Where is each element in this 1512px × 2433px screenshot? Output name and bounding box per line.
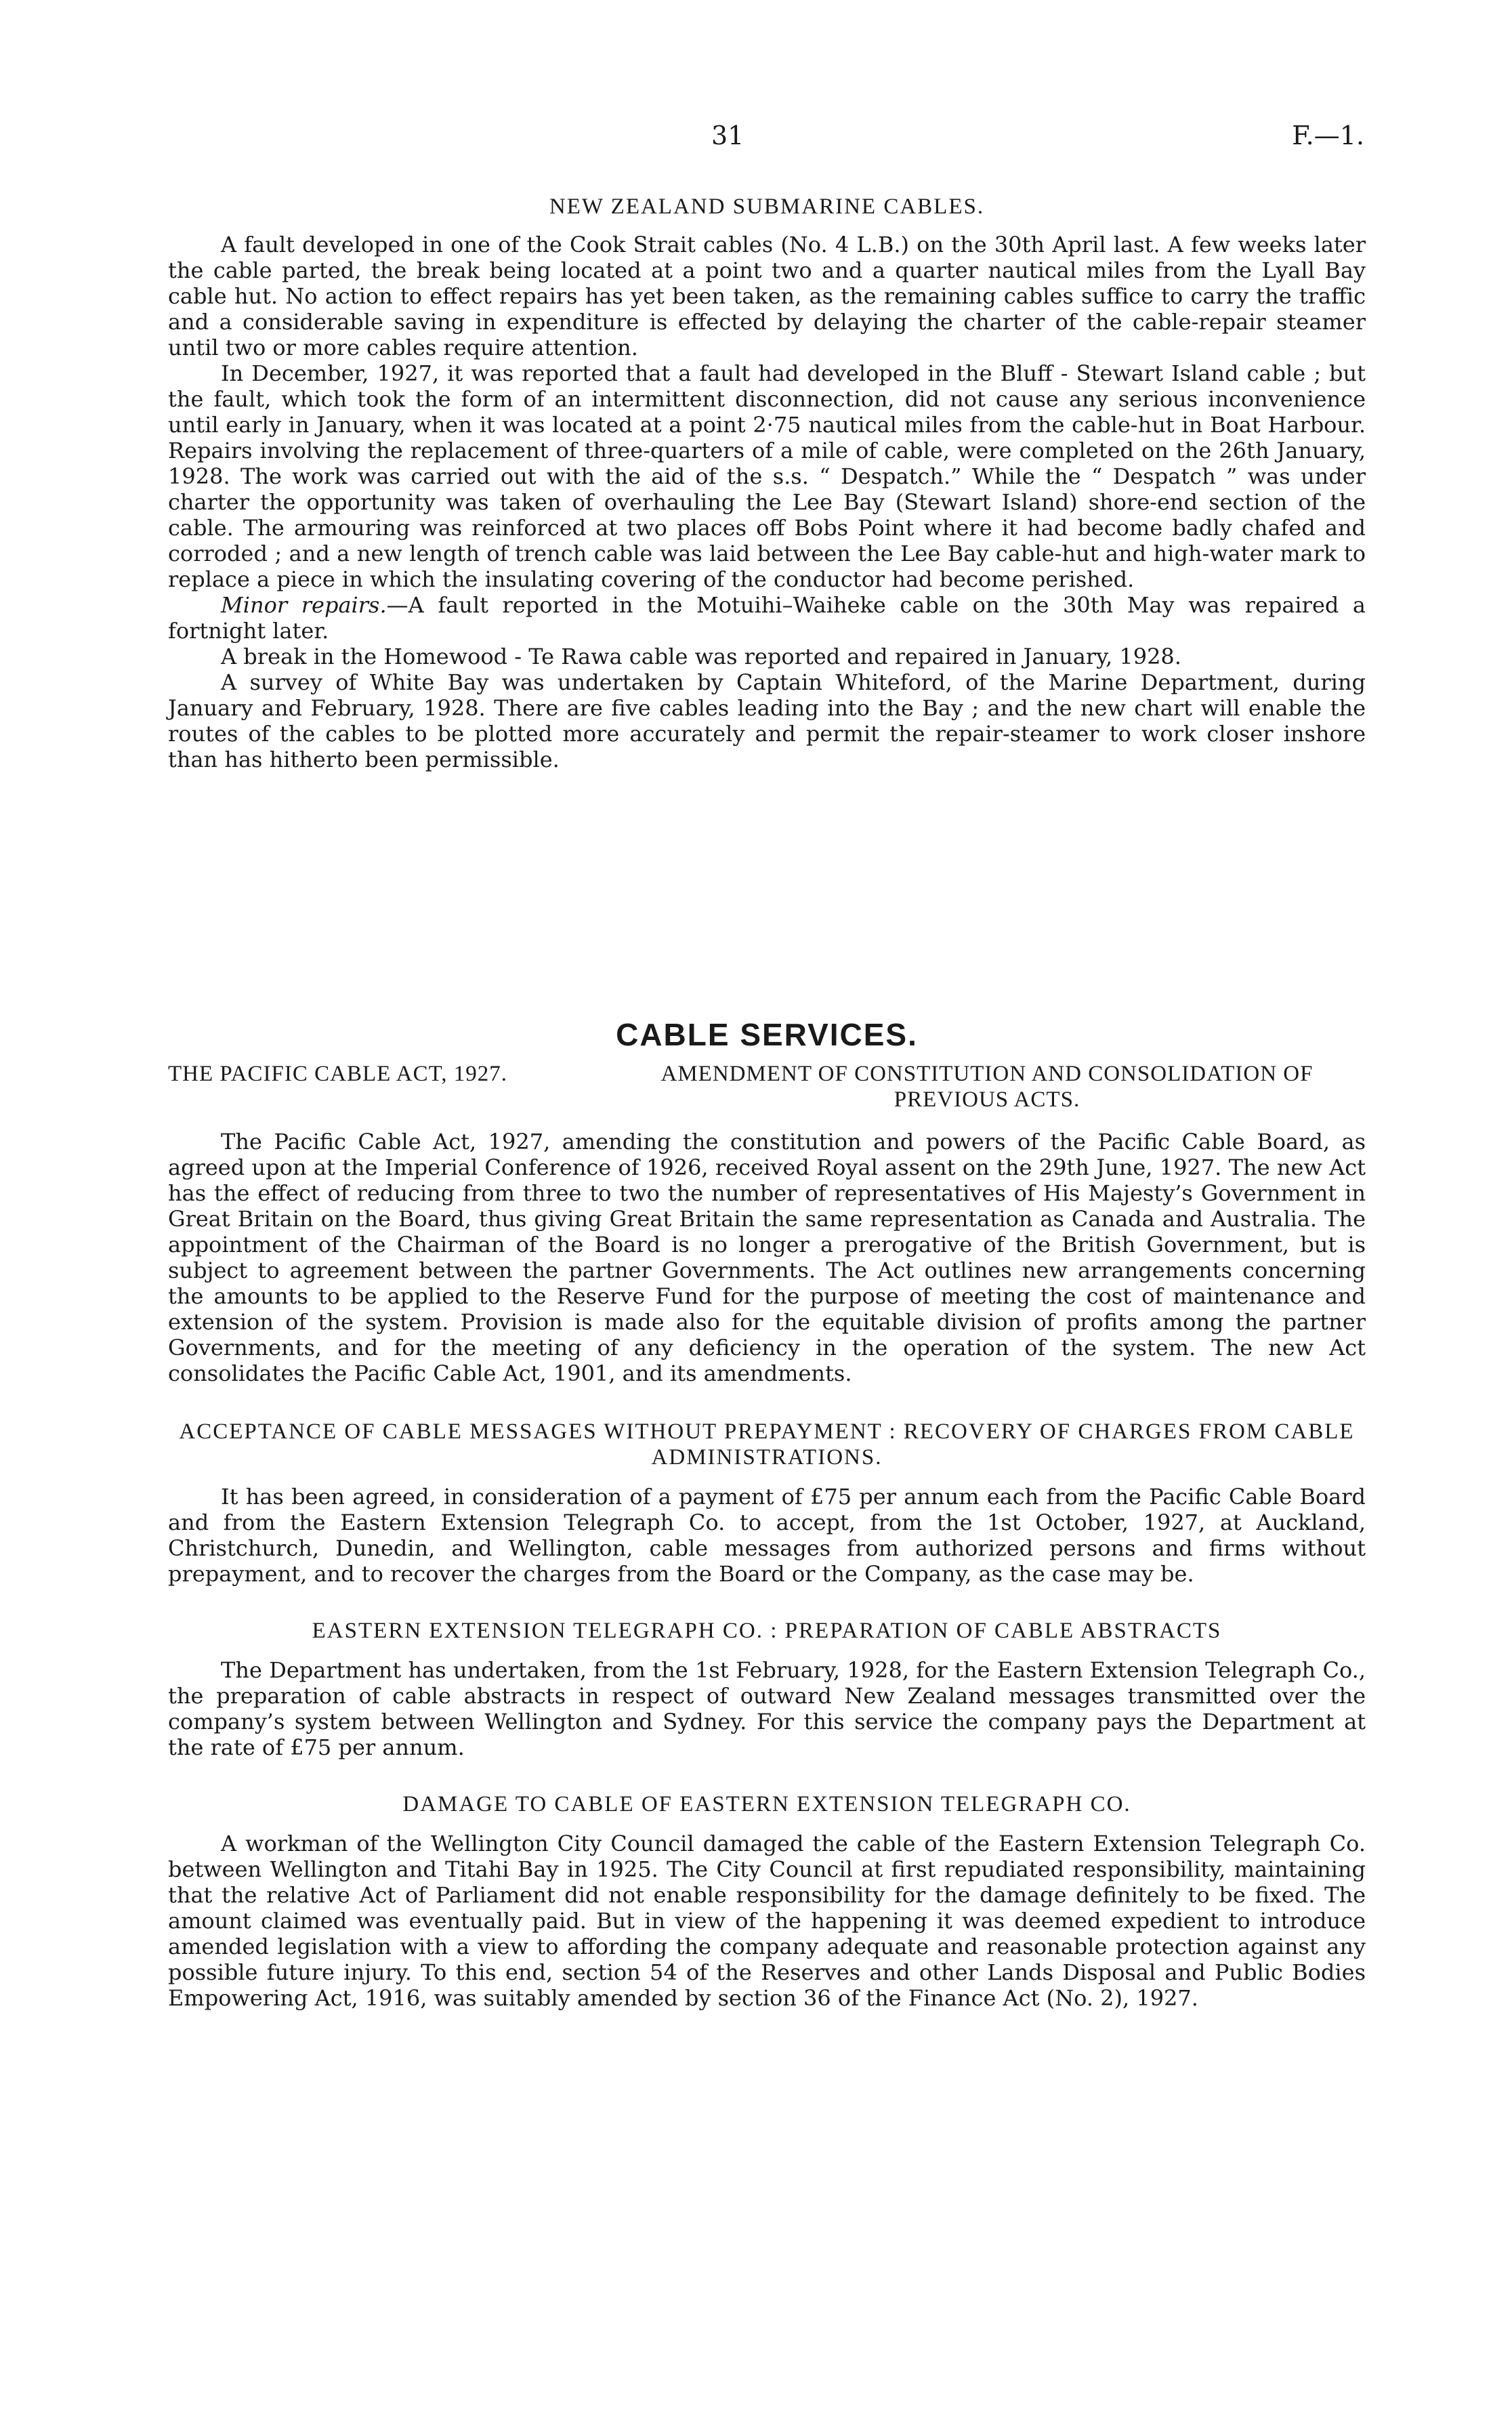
page-number: 31 [711,121,744,150]
submarine-paragraph-4: A survey of White Bay was undertaken by Captain Whiteford, of the Marine Department, during January and February, 1928. There are five cables leading into the Bay ; and the new chart will enable the routes of the cables to be plotted more accurately and permit the repair-steamer to work closer inshore than has hitherto been permissible. [168,669,1366,772]
pacific-act-heading [168,1061,1366,1112]
minor-repairs-paragraph [168,592,1366,644]
eastern-paragraph: The Department has undertaken, from the 1st February, 1928, for the Eastern Extension Telegraph Co., the preparation of cable abstracts in respect of outward New Zealand messages transmitted over the company’s system between Wellington and Sydney. For this service the company pays the Department at the rate of £75 per annum. [168,1657,1366,1760]
page-reference: F.—1. [1292,121,1364,150]
submarine-paragraph-1: A fault developed in one of the Cook Strait cables (No. 4 L.B.) on the 30th April last. A few weeks later the cable parted, the break being located at a point two and a quarter nautical miles from the Lyall Bay cable hut. No action to effect repairs has yet been taken, as the remaining cables suffice to carry the traffic and a considerable saving in expenditure is effected by delaying the charter of the cable-repair steamer until two or more cables require attention. [168,232,1366,360]
cable-services-heading: CABLE SERVICES. [616,1017,918,1052]
acceptance-heading: ACCEPTANCE OF CABLE MESSAGES WITHOUT PREPAYMENT : RECOVERY OF CHARGES FROM CABLE ADMINISTRATIONS. [179,1419,1355,1470]
acceptance-paragraph: It has been agreed, in consideration of a payment of £75 per annum each from the Pacific Cable Board and from the Eastern Extension Telegraph Co. to accept, from the 1st October, 1927, at Auckland, Christchurch, Dunedin, and Wellington, cable messages from authorized persons and firms without prepayment, and to recover the charges from the Board or the Company, as the case may be. [168,1484,1366,1587]
eastern-heading: EASTERN EXTENSION TELEGRAPH CO. : PREPARATION OF CABLE ABSTRACTS [312,1619,1222,1643]
damage-heading: DAMAGE TO CABLE OF EASTERN EXTENSION TELEGRAPH CO. [402,1792,1131,1816]
submarine-heading: NEW ZEALAND SUBMARINE CABLES. [549,194,985,219]
submarine-paragraph-3: A break in the Homewood - Te Rawa cable was reported and repaired in January, 1928. [221,644,1181,669]
pacific-act-title: THE PACIFIC CABLE ACT, 1927. [168,1062,508,1086]
minor-repairs-text: —A fault reported in the Motuihi–Waiheke cable on the 30th May was repaired a fortnight later. [168,592,1366,644]
submarine-paragraph-2: In December, 1927, it was reported that a fault had developed in the Bluff - Stewart Island cable ; but the fault, which took the form of an intermittent disconnection, did not cause any serious inconvenience until early in January, when it was located at a point 2·75 nautical miles from the cable-hut in Boat Harbour. Repairs involving the replacement of three-quarters of a mile of cable, were completed on the 26th January, 1928. The work was carried out with the aid of the s.s. “ Despatch.” While the “ Despatch ” was under charter the opportunity was taken of overhauling the Lee Bay (Stewart Island) shore-end section of the cable. The armouring was reinforced at two places off Bobs Point where it had become badly chafed and corroded ; and a new length of trench cable was laid between the Lee Bay cable-hut and high-water mark to replace a piece in which the insulating covering of the conductor had become perished. [168,360,1366,592]
submarine-section [168,194,1366,772]
damage-paragraph: A workman of the Wellington City Council damaged the cable of the Eastern Extension Telegraph Co. between Wellington and Titahi Bay in 1925. The City Council at first repudiated responsibility, maintaining that the relative Act of Parliament did not enable responsibility for the damage definitely to be fixed. The amount claimed was eventually paid. But in view of the happening it was deemed expedient to introduce amended legislation with a view to affording the company adequate and reasonable protection against any possible future injury. To this end, section 54 of the Reserves and other Lands Disposal and Public Bodies Empowering Act, 1916, was suitably amended by section 36 of the Finance Act (No. 2), 1927. [168,1831,1366,2011]
pacific-act-paragraph: The Pacific Cable Act, 1927, amending the constitution and powers of the Pacific Cable Board, as agreed upon at the Imperial Conference of 1926, received Royal assent on the 29th June, 1927. The new Act has the effect of reducing from three to two the number of representatives of His Majesty’s Government in Great Britain on the Board, thus giving Great Britain the same representation as Canada and Australia. The appointment of the Chairman of the Board is no longer a prerogative of the British Government, but is subject to agreement between the partner Governments. The Act outlines new arrangements concerning the amounts to be applied to the Reserve Fund for the purpose of meeting the cost of maintenance and extension of the system. Provision is made also for the equitable division of profits among the partner Governments, and for the meeting of any deficiency in the operation of the system. The new Act consolidates the Pacific Cable Act, 1901, and its amendments. [168,1129,1366,1386]
pacific-act-subtitle: AMENDMENT OF CONSTITUTION AND CONSOLIDATION OF PREVIOUS ACTS. [660,1062,1314,1112]
minor-repairs-label: Minor repairs. [221,592,387,618]
cable-services-section [168,1017,1366,2011]
